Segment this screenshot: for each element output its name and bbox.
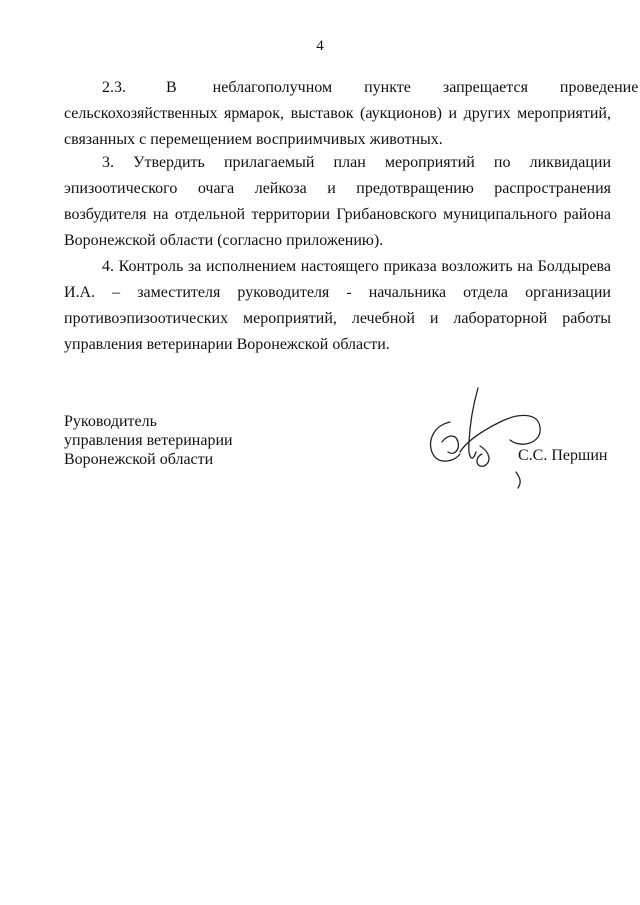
paragraph-2-3 [64, 75, 639, 153]
paragraph-line: сельскохозяйственных ярмарок, выставок (аукционов) и других мероприятий, [64, 105, 611, 122]
paragraph-line: 2.3. В неблагополучном пункте запрещается проведение [102, 79, 639, 96]
signatory-name: С.С. Першин [518, 447, 608, 464]
handwritten-signature [420, 382, 570, 492]
signatory-title-line: Воронежской области [64, 451, 214, 468]
paragraph-4: 4. Контроль за исполнением настоящего приказа возложить на Болдырева И.А. – заместителя руководителя - начальника отдела организации противоэпизоотических мероприятий, лечебной и лабораторной работы управления ветеринарии Воронежской области. [64, 258, 611, 353]
signatory-title-line: Руководитель [64, 413, 157, 430]
paragraph-line: связанных с перемещением восприимчивых животных. [64, 131, 443, 148]
page-number: 4 [316, 38, 324, 54]
signatory-title [64, 412, 233, 469]
signatory-title-line: управления ветеринарии [64, 432, 233, 449]
paragraph-3: 3. Утвердить прилагаемый план мероприятий по ликвидации эпизоотического очага лейкоза и предотвращению распространения возбудителя на отдельной территории Грибановского муниципального района Воронежской области (согласно приложению). [64, 154, 611, 249]
